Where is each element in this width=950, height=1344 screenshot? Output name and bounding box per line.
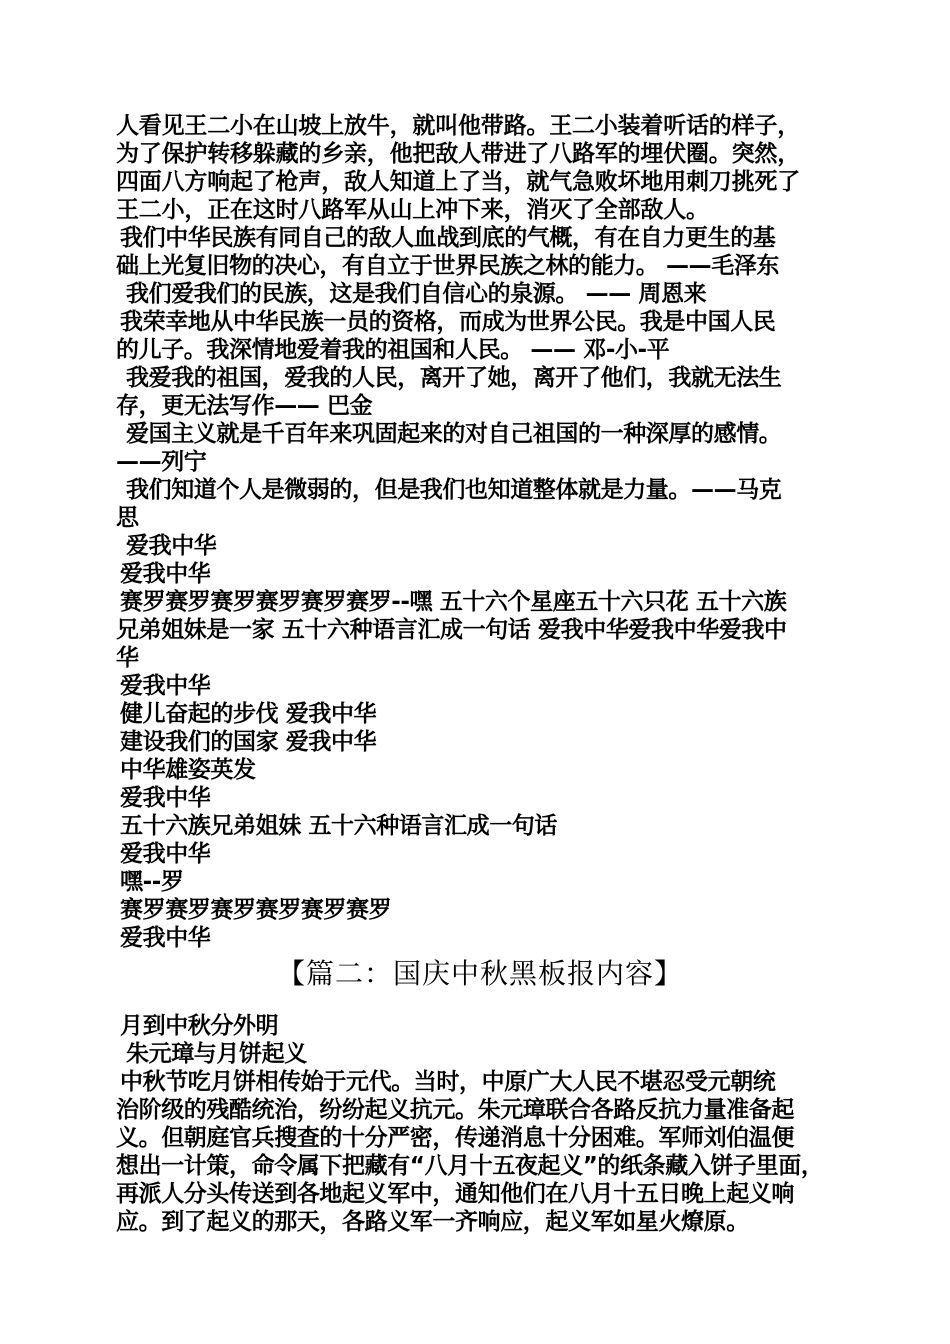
lyric-line: 爱我中华 [120, 841, 211, 867]
text-line: 人看见王二小在山坡上放牛，就叫他带路。王二小装着听话的样子， [116, 113, 801, 139]
text-line: 想出一计策，命令属下把藏有“八月十五夜起义”的纸条藏入饼子里面， [116, 1153, 824, 1179]
lyric-line: 嘿--罗 [120, 869, 184, 895]
text-line: 治阶级的残酷统治，纷纷起义抗元。朱元璋联合各路反抗力量准备起 [116, 1097, 795, 1123]
text-line: 四面八方响起了枪声，敌人知道上了当，就气急败坏地用刺刀挑死了 [116, 169, 801, 195]
lyric-line: 爱我中华 [120, 785, 211, 811]
text-line: 我荣幸地从中华民族一员的资格，而成为世界公民。我是中国人民 [120, 309, 776, 335]
quote-mao [116, 224, 844, 280]
lyric-line: 华 [116, 645, 139, 671]
text-line: 再派人分头传送到各地起义军中，通知他们在八月十五日晚上起义响 [116, 1181, 795, 1207]
text-line: 为了保护转移躲藏的乡亲，他把敌人带进了八路军的埋伏圈。突然， [116, 141, 801, 167]
document-page [116, 112, 844, 1236]
lyric-line: 五十六族兄弟姐妹 五十六种语言汇成一句话 [120, 813, 558, 839]
text-line: ——列宁 [116, 449, 207, 475]
text-line: 思 [116, 505, 139, 531]
section2-headings [116, 1012, 844, 1068]
text-line: 的儿子。我深情地爱着我的祖国和人民。 —— 邓-小-平 [116, 337, 670, 363]
quote-lenin [116, 420, 844, 476]
section2-heading: 月到中秋分外明 [120, 1013, 279, 1039]
lyric-line: 建设我们的国家 爱我中华 [120, 729, 377, 755]
lyric-line: 爱我中华 [120, 673, 211, 699]
lyric-line: 赛罗赛罗赛罗赛罗赛罗赛罗 [120, 897, 392, 923]
lyric-line: 爱我中华 [120, 925, 211, 951]
text-line: 我们知道个人是微弱的，但是我们也知道整体就是力量。——马克 [126, 477, 782, 503]
section2-subheading: 朱元璋与月饼起义 [126, 1041, 307, 1067]
section2-body [116, 1068, 844, 1236]
text-line: 础上光复旧物的决心，有自立于世界民族之林的能力。 ——毛泽东 [116, 253, 780, 279]
lyric-line: 爱我中华 [126, 533, 217, 559]
text-line: 爱国主义就是千百年来巩固起来的对自己祖国的一种深厚的感情。 [126, 421, 782, 447]
text-line: 存，更无法写作—— 巴金 [116, 393, 373, 419]
text-line: 我爱我的祖国，爱我的人民，离开了她，离开了他们，我就无法生 [126, 365, 782, 391]
lyric-line: 健儿奋起的步伐 爱我中华 [120, 701, 377, 727]
song-lyrics [116, 532, 844, 952]
text-line: 我们中华民族有同自己的敌人血战到底的气概，有在自力更生的基 [120, 225, 776, 251]
quote-zhou [116, 280, 844, 308]
text-line: 中秋节吃月饼相传始于元代。当时，中原广大人民不堪忍受元朝统 [120, 1069, 776, 1095]
story-paragraph [116, 112, 844, 224]
section-title: 【篇二：国庆中秋黑板报内容】 [276, 957, 683, 990]
lyric-line: 兄弟姐妹是一家 五十六种语言汇成一句话 爱我中华爱我中华爱我中 [116, 617, 787, 643]
quote-deng [116, 308, 844, 364]
quote-marx [116, 476, 844, 532]
lyric-line: 中华雄姿英发 [120, 757, 256, 783]
text-line: 王二小，正在这时八路军从山上冲下来，消灭了全部敌人。 [116, 197, 709, 223]
lyric-line: 赛罗赛罗赛罗赛罗赛罗赛罗--嘿 五十六个星座五十六只花 五十六族 [120, 589, 787, 615]
lyric-line: 爱我中华 [120, 561, 211, 587]
quote-ba [116, 364, 844, 420]
text-line: 我们爱我们的民族，这是我们自信心的泉源。 —— 周恩来 [126, 281, 707, 307]
text-line: 应。到了起义的那天，各路义军一齐响应，起义军如星火燎原。 [116, 1209, 749, 1235]
text-line: 义。但朝庭官兵搜查的十分严密，传递消息十分困难。军师刘伯温便 [116, 1125, 795, 1151]
